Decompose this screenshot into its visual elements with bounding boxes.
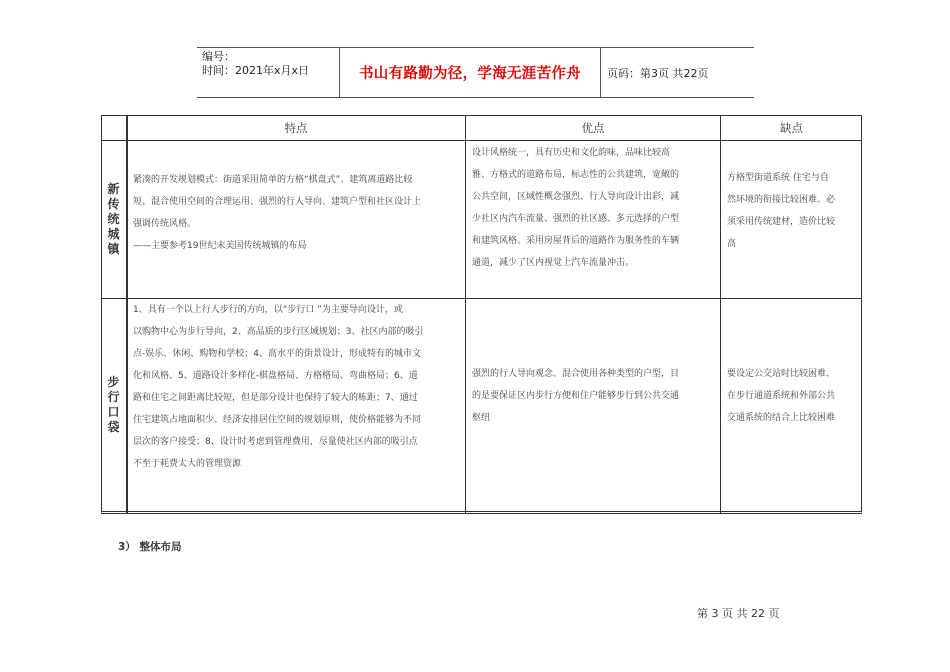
header-page-code: 页码：第3页 共22页 xyxy=(607,66,709,80)
column-header-advantages: 优点 xyxy=(581,120,605,135)
row2-features: 1、具有一个以上行人步行的方向，以“步行口 ”为主要导向设计，或 以购物中心为步行导向，2、高品质的步行区域规划；3、社区内部的吸引 点-娱乐、休闲、购物和学校；4、高水平的街景设计，形成特有的城市文 化和风格、5、道路设计多样化-棋盘格局、方格格局、弯曲格局；6、道 路和住宅之间距离比较短，但是部分设计也保持了较大的栋距；7、通过 住宅建筑占地面积少、经济安排居住空间的规划原则，使价格能够为不同 层次的客户接受；8、设计时考虑到管理费用，尽量使社区内部的吸引点 不至于耗费太大的管理资源 xyxy=(133,305,424,469)
row2-disadvantages: 要设定公交站时比较困难、 在步行通道系统和外部公共 交通系统的结合上比较困难 xyxy=(727,369,836,423)
table-divider xyxy=(465,115,466,514)
table-divider xyxy=(720,115,721,514)
column-header-disadvantages: 缺点 xyxy=(780,120,803,135)
row1-advantages: 设计风格统一，具有历史和文化韵味，品味比较高 雅、方格式的道路布局，标志性的公共建筑，宽敞的 公共空间，区域性概念强烈、行人导向设计出彩，减 少社区内汽车流量、强烈的社区感、多元选择的户型 和建筑风格、采用房屋背后的道路作为服务性的车辆 通道，减少了区内视觉上汽车流量冲击。 xyxy=(472,148,680,268)
header-motto-cell xyxy=(340,48,601,97)
table-divider xyxy=(101,140,862,141)
row2-advantages: 强烈的行人导向观念、混合使用各种类型的户型，目 的是要保证区内步行方便和住户能够步行到公共交通 枢纽 xyxy=(472,369,680,423)
row-header-walking-pocket: 步行口袋 xyxy=(107,375,120,434)
page-footer: 第 3 页 共 22 页 xyxy=(697,607,780,620)
document-header xyxy=(197,47,754,98)
time-label: 时间：2021年x月x日 xyxy=(202,64,310,77)
row1-disadvantages: 方格型街道系统 住宅与自 然环境的衔接比较困难、必 须采用传统建材，造价比较 高 xyxy=(727,173,836,249)
row-header-new-traditional-town: 新传统城镇 xyxy=(107,182,120,256)
header-meta xyxy=(197,48,340,97)
header-motto: 书山有路勤为径，学海无涯苦作舟 xyxy=(359,66,581,82)
number-label: 编号： xyxy=(202,50,235,63)
column-header-features: 特点 xyxy=(284,120,308,135)
comparison-table xyxy=(101,115,862,514)
section-title: 3） 整体布局 xyxy=(118,541,182,553)
row1-features: 紧凑的开发规划模式：街道采用简单的方格“棋盘式”、建筑离道路比较 短、混合使用空间的合理运用、强烈的行人导向、建筑户型和社区设计上 强调传统风格。 ——主要参考19世纪末美国传统城镇的布局 xyxy=(133,175,422,251)
table-divider xyxy=(126,115,128,514)
